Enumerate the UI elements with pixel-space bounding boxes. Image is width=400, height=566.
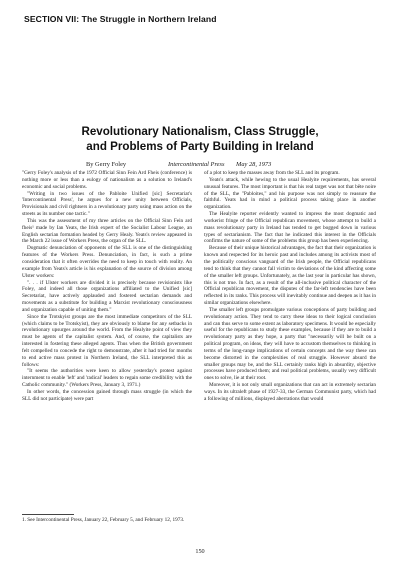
article-title-line-2: and Problems of Party Building in Ireland (86, 140, 314, 153)
paragraph: "It seems the authorities were keen to allow yesterday's protest against internment to enable 'left' and 'radical' leaders to regain some credibility with the Catholic community." (Workers Press, January 3, 1971.) (22, 368, 192, 389)
article-title-line-1: Revolutionary Nationalism, Class Struggle, (81, 125, 319, 138)
paragraph: "Gerry Foley's analysis of the 1972 Official Sinn Fein Ard Fheis (conference) is nothing more or less than a eulogy of nationalism as a solution to Ireland's economic and social problems. (22, 170, 192, 190)
paragraph: The smaller left groups promulgate various conceptions of party building and revolutionary action. They tend to carry these ideas to their logical conclusion and can thus serve to some extent as laboratory specimens. It would be especially useful for the republicans to study these examples, because if they are to build a revolutionary party as they hope, a party that "necessarily will be built on a political program, on ideas, they will have to accustom themselves to thinking in terms of the long-range implications of certain concepts and the way these can become distorted in the complexities of real struggle. However absurd the smaller groups may be, and the SLL certainly ranks high in absurdity, objective processes have produced them; and real political problems, usually very difficult ones to solve, lie at their root. (204, 306, 376, 382)
paragraph: Moreover, it is not only small organizations that can act in extremely sectarian ways. In its ultraleft phase of 1927-33, the German Communist party, which had a following of millions, displayed aberrations that would (204, 382, 376, 402)
paragraph: In other words, the concession gained through mass struggle (in which the SLL did not participate) were part (22, 389, 192, 402)
article-title (40, 124, 360, 154)
paragraph: of a plot to keep the masses away from the SLL and its program. (204, 170, 340, 176)
right-column (204, 170, 376, 540)
paragraph: The Healyite reporter evidently wanted to impress the most dogmatic and workerist fringe of the Official republican movement, whose attempt to build a mass revolutionary party in Ireland has tended to get bogged down in various types of sectarianism. The fact that he indicated this interest in the Officials confirms the nature of some of the problems this group has been experiencing. (204, 211, 376, 245)
footnote-divider (22, 514, 74, 515)
article-author: By Gerry Foley (86, 161, 127, 168)
paragraph: Because of their unique historical advantages, the fact that their organization is known and respected for its heroic past and includes among its activists most of the politically conscious vanguard of the Irish people, the Official republicans tend to think that they cannot fall victim to deviations of the kind affecting some of the smaller left groups. Unfortunately, as the last year in particular has shown, this is not true. In fact, as a result of the all-inclusive political character of the Official republican movement, the disputes of the far-left tendencies have been reflected in its ranks. This process will inevitably continue and deepen as it has in similar organizations elsewhere. (204, 245, 376, 307)
paragraph: Dogmatic denunciation of opponents of the SLL is one of the distinguishing features of the Workers Press. Denunciation, in fact, is such a prime consideration that it often overrides the need to keep in touch with reality. An example from Yeats's article is his explanation of the source of division among Ulster workers: (22, 245, 192, 279)
paragraph: This was the assessment of my three articles on the Official Sinn Fein ard fheis¹ made by Ian Yeats, the Irish expert of the Socialist Labour League, an English sectarian formation headed by Gerry Healy. Yeats's review appeared in the March 22 issue of Workers Press, the organ of the SLL. (22, 217, 192, 245)
paragraph: "Writing in two issues of the Pabloite Unified [sic] Secretariat's 'Intercontinental Press', he argues for a new unity between Officials, Provisionals and civil rightsers in a revolutionary party using mass action on the streets as its number one tactic." (22, 190, 192, 218)
paragraph: ". . . if Ulster workers are divided it is precisely because revisionists like Foley, and indeed all those organizations affiliated to the Unified [sic] Secretariat, have actively applauded and fostered sectarian demands and movements as a substitute for building a Marxist revolutionary consciousness and organization capable of uniting them." (22, 279, 192, 313)
article-publication: Intercontinental Press (168, 161, 225, 168)
paragraph: Yeats's attack, while hewing to the usual Healyite requirements, has several unusual features. The most important is that his real target was not that bête noire of the SLL, the "Pabloites," and his purpose was not simply to reassure the faithful. Yeats had in mind a political process taking place in another organization. (204, 176, 376, 211)
page-number: 150 (195, 548, 205, 555)
paragraph: Since the Trotskyist groups are the most immediate competitors of the SLL (which claims to be Trotskyist), they are obviously to blame for any setbacks in revolutionary upsurges around the world. From the Healyite point of view they must be agents of the capitalist system. And, of course, the capitalists are interested in fostering these alleged agents. Thus when the British government felt compelled to concede the right to demonstrate, after it had tried for months to end active mass protest in Northern Ireland, the SLL interpreted this as follows: (22, 313, 192, 368)
footnote: 1. See Intercontinental Press, January 22, February 5, and February 12, 1973. (22, 517, 185, 523)
left-column (22, 170, 192, 512)
article-date: May 28, 1973 (236, 161, 272, 168)
section-heading: SECTION VII: The Struggle in Northern Ireland (24, 14, 217, 24)
